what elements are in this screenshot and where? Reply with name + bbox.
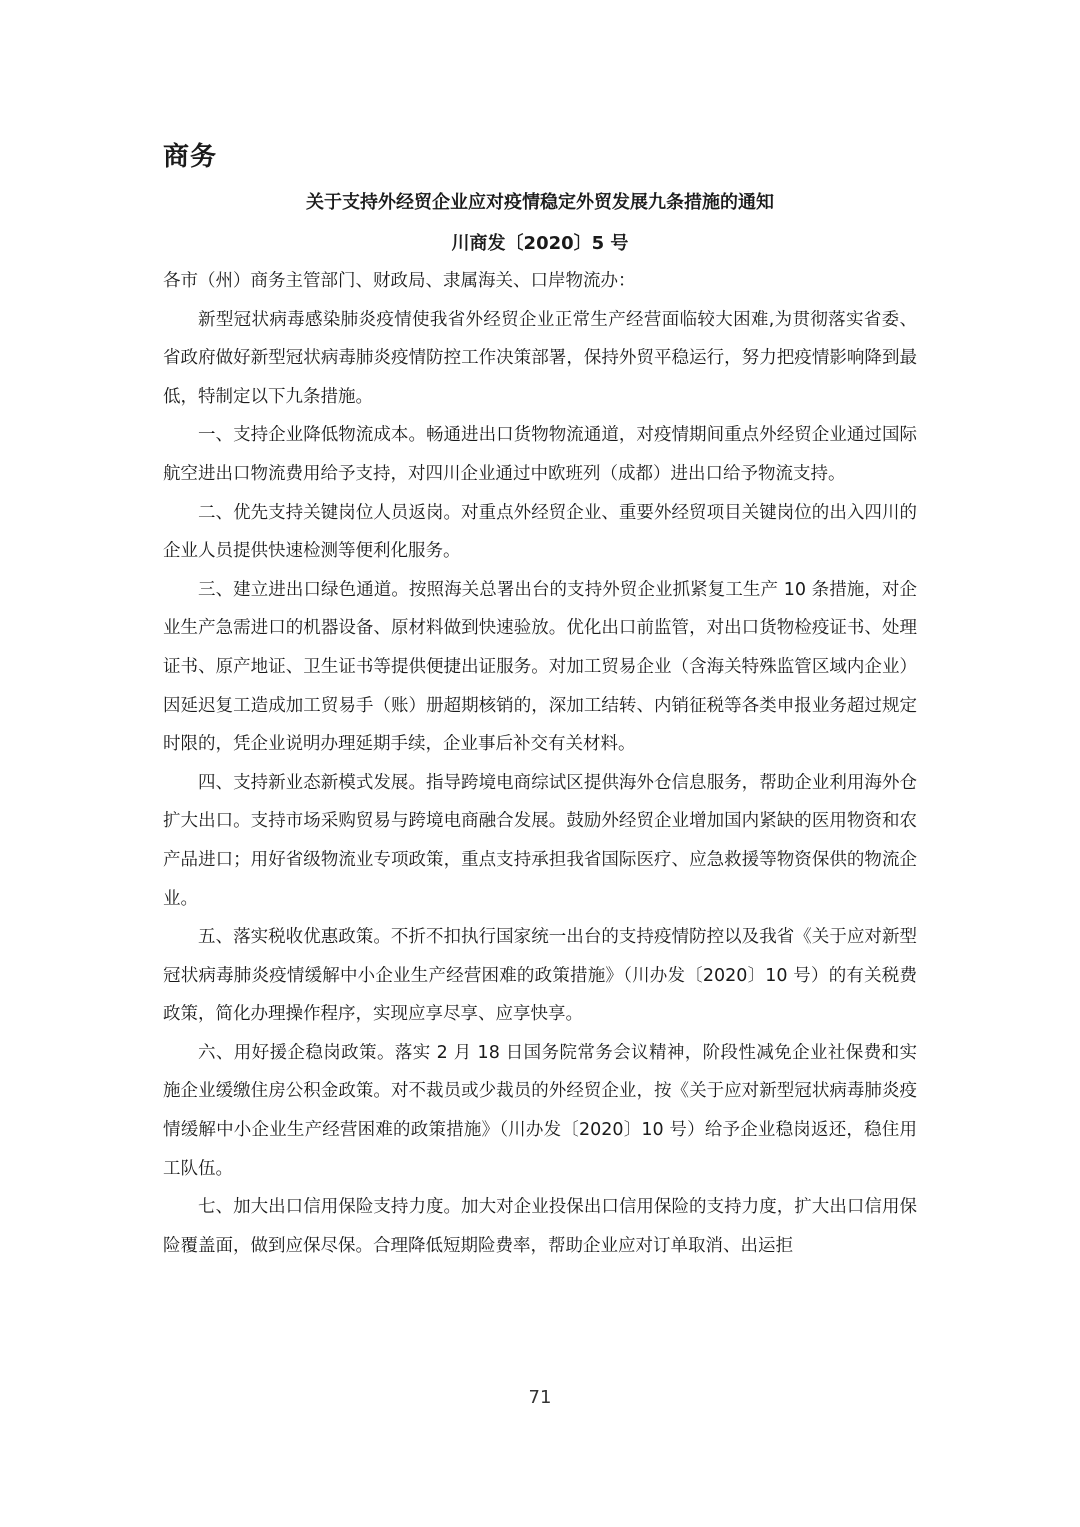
salutation: 各市（州）商务主管部门、财政局、隶属海关、口岸物流办： [163,271,636,291]
paragraph-measure-5: 五、落实税收优惠政策。不折不扣执行国家统一出台的支持疫情防控以及我省《关于应对新型冠状病毒肺炎疫情缓解中小企业生产经营困难的政策措施》（川办发〔2020〕10 号）的有关税费政策，简化办理操作程序，实现应享尽享、应享快享。 [163,927,917,1025]
document-body [163,262,917,1265]
paragraph-measure-1: 一、支持企业降低物流成本。畅通进出口货物物流通道，对疫情期间重点外经贸企业通过国际航空进出口物流费用给予支持，对四川企业通过中欧班列（成都）进出口给予物流支持。 [163,425,917,484]
paragraph-measure-3: 三、建立进出口绿色通道。按照海关总署出台的支持外贸企业抓紧复工生产 10 条措施，对企业生产急需进口的机器设备、原材料做到快速验放。优化出口前监管，对出口货物检疫证书、处理证书、原产地证、卫生证书等提供便捷出证服务。对加工贸易企业（含海关特殊监管区域内企业）因延迟复工造成加工贸易手（账）册超期核销的，深加工结转、内销征税等各类申报业务超过规定时限的，凭企业说明办理延期手续，企业事后补交有关材料。 [163,579,917,755]
paragraph-measure-4: 四、支持新业态新模式发展。指导跨境电商综试区提供海外仓信息服务，帮助企业利用海外仓扩大出口。支持市场采购贸易与跨境电商融合发展。鼓励外经贸企业增加国内紧缺的医用物资和农产品进口；用好省级物流业专项政策，重点支持承担我省国际医疗、应急救援等物资保供的物流企业。 [163,772,917,909]
section-heading: 商务 [163,142,218,172]
paragraph-intro: 新型冠状病毒感染肺炎疫情使我省外经贸企业正常生产经营面临较大困难,为贯彻落实省委、省政府做好新型冠状病毒肺炎疫情防控工作决策部署，保持外贸平稳运行，努力把疫情影响降到最低，特制定以下九条措施。 [163,309,917,407]
paragraph-measure-6: 六、用好援企稳岗政策。落实 2 月 18 日国务院常务会议精神，阶段性减免企业社保费和实施企业缓缴住房公积金政策。对不裁员或少裁员的外经贸企业，按《关于应对新型冠状病毒肺炎疫情缓解中小企业生产经营困难的政策措施》（川办发〔2020〕10 号）给予企业稳岗返还，稳住用工队伍。 [163,1042,917,1179]
document-title: 关于支持外经贸企业应对疫情稳定外贸发展九条措施的通知 [306,192,774,213]
document-number: 川商发〔2020〕5 号 [451,233,629,254]
page-number: 71 [528,1387,552,1408]
paragraph-measure-2: 二、优先支持关键岗位人员返岗。对重点外经贸企业、重要外经贸项目关键岗位的出入四川的企业人员提供快速检测等便利化服务。 [163,502,917,562]
paragraph-measure-7: 七、加大出口信用保险支持力度。加大对企业投保出口信用保险的支持力度，扩大出口信用保险覆盖面，做到应保尽保。合理降低短期险费率，帮助企业应对订单取消、出运拒 [163,1197,917,1256]
